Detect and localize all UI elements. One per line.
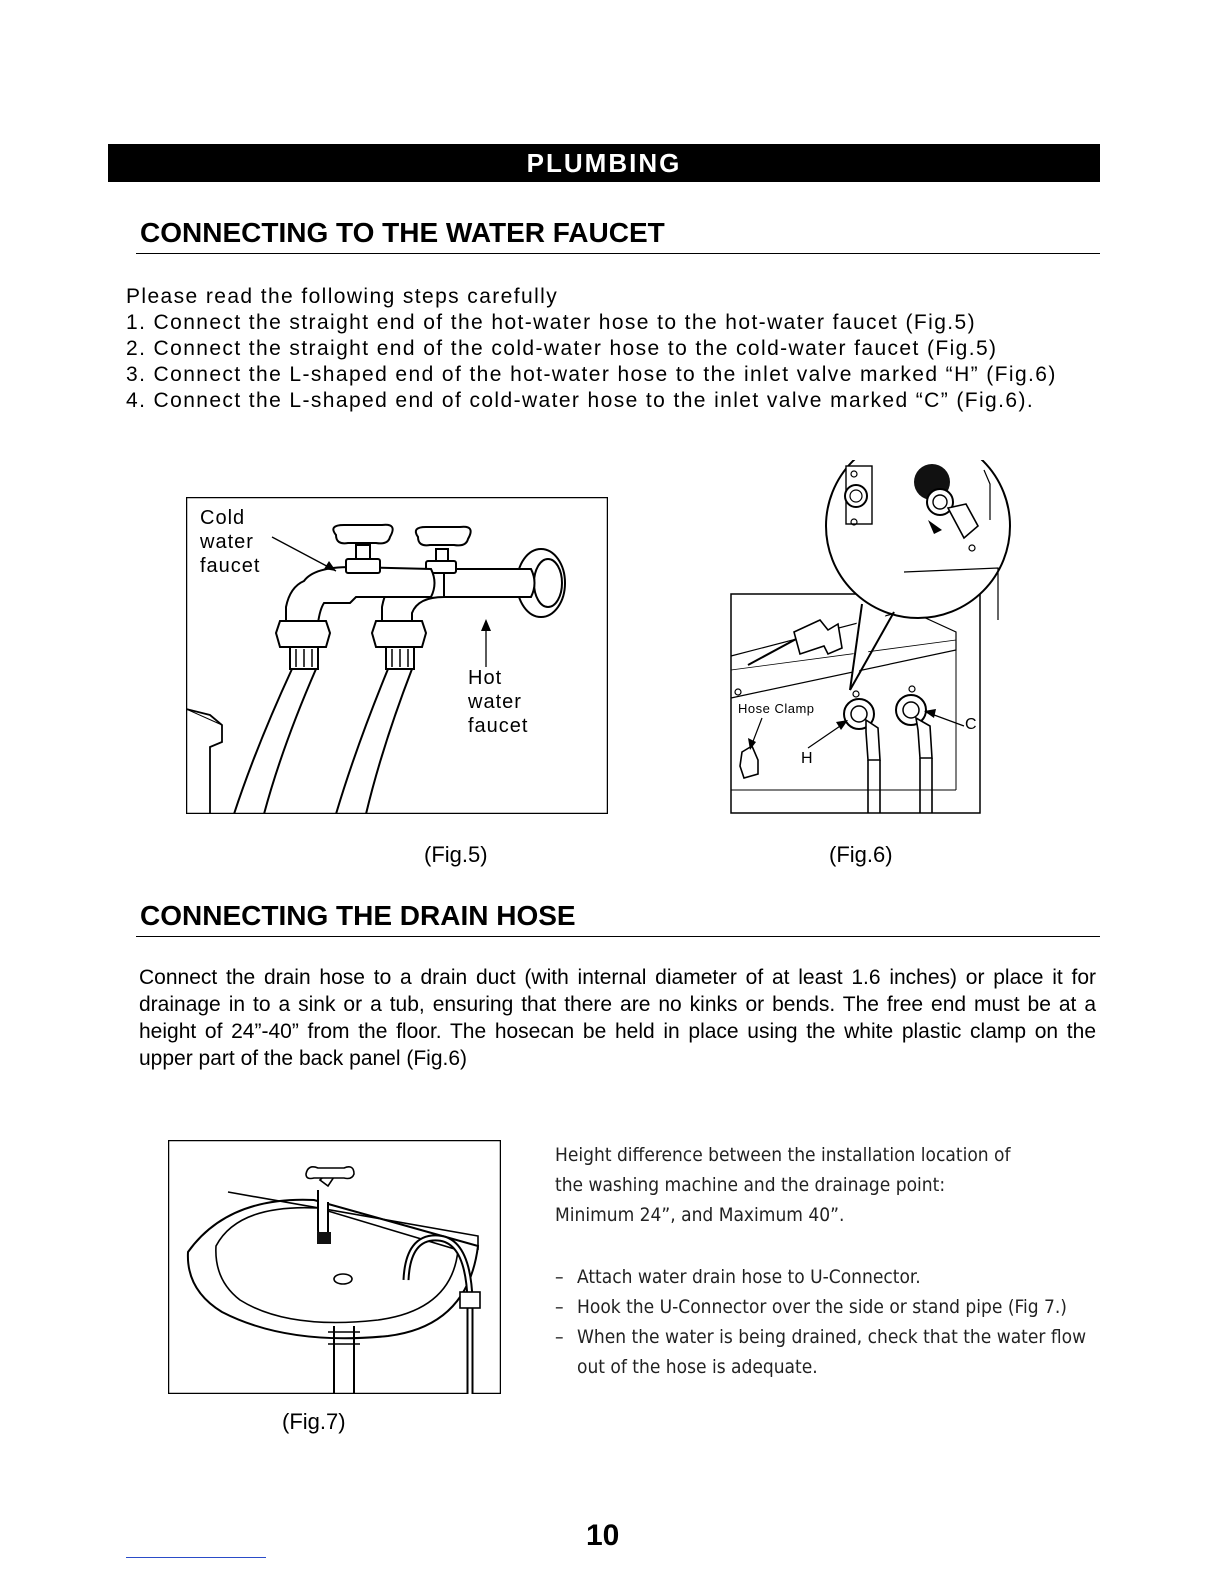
inlet-valve-illustration	[728, 460, 1018, 816]
section-title-drain-hose: CONNECTING THE DRAIN HOSE	[140, 900, 576, 931]
footer-link-underline[interactable]	[126, 1557, 266, 1558]
hot-label-line: water	[468, 691, 522, 713]
hot-label-line: faucet	[468, 715, 529, 737]
section-banner	[108, 144, 1100, 182]
steps-intro: Please read the following steps carefully	[126, 285, 559, 308]
bullet-dash: –	[555, 1326, 564, 1348]
bullet-dash: –	[555, 1296, 564, 1318]
sink-illustration	[168, 1140, 501, 1394]
section-title-water-faucet: CONNECTING TO THE WATER FAUCET	[140, 217, 665, 248]
inlet-c-label: C	[965, 716, 977, 733]
bullet-spacer	[555, 1352, 577, 1382]
fig5-caption: (Fig.5)	[424, 842, 488, 867]
drain-paragraph: Connect the drain hose to a drain duct (with internal diameter of at least 1.6 inches) or place it for drainage in to a sink or a tub, ensuring that there are no kinks or bends. The free end must be at a height of 24”-40” from the floor. The hosecan be held in place using the white plastic clamp on the upper part of the back panel (Fig.6)	[139, 966, 1096, 1070]
drain-height-note	[555, 1140, 1011, 1230]
instruction-text: When the water is being drained, check that the water flow	[577, 1326, 1087, 1348]
cold-water-faucet-label	[200, 506, 260, 578]
figure-inlet-valves	[728, 460, 1018, 816]
steps-list	[126, 284, 1116, 414]
hot-water-faucet-label	[468, 666, 528, 738]
step-item: 2. Connect the straight end of the cold-water hose to the cold-water faucet (Fig.5)	[126, 337, 998, 360]
height-note-line: Height difference between the installation location of	[555, 1144, 1011, 1166]
inlet-h-label: H	[801, 750, 813, 767]
instruction-item-continuation	[555, 1352, 1086, 1382]
instruction-item	[555, 1292, 1086, 1322]
step-item: 4. Connect the L-shaped end of cold-water hose to the inlet valve marked “C” (Fig.6).	[126, 389, 1035, 412]
cold-label-line: faucet	[200, 555, 261, 577]
section-rule	[136, 253, 1100, 254]
instruction-item	[555, 1262, 1086, 1292]
height-note-line: the washing machine and the drainage point:	[555, 1174, 946, 1196]
fig6-caption: (Fig.6)	[829, 842, 893, 867]
instruction-text: out of the hose is adequate.	[577, 1356, 818, 1378]
cold-label-line: water	[200, 531, 254, 553]
instruction-item	[555, 1322, 1086, 1352]
section-rule	[136, 936, 1100, 937]
hot-label-line: Hot	[468, 667, 503, 689]
step-item: 1. Connect the straight end of the hot-water hose to the hot-water faucet (Fig.5)	[126, 311, 976, 334]
bullet-dash: –	[555, 1266, 564, 1288]
cold-label-line: Cold	[200, 507, 246, 529]
drain-instructions	[555, 1262, 1086, 1382]
instruction-text: Attach water drain hose to U-Connector.	[577, 1266, 921, 1288]
figure-faucets	[186, 497, 608, 814]
instruction-text: Hook the U-Connector over the side or stand pipe (Fig 7.)	[577, 1296, 1067, 1318]
height-note-line: Minimum 24”, and Maximum 40”.	[555, 1204, 845, 1226]
banner-title: PLUMBING	[526, 147, 682, 178]
hose-clamp-label: Hose Clamp	[738, 701, 815, 716]
page-number: 10	[586, 1519, 620, 1552]
step-item: 3. Connect the L-shaped end of the hot-water hose to the inlet valve marked “H” (Fig.6)	[126, 363, 1057, 386]
figure-sink-drain	[168, 1140, 501, 1394]
fig7-caption: (Fig.7)	[282, 1409, 346, 1434]
